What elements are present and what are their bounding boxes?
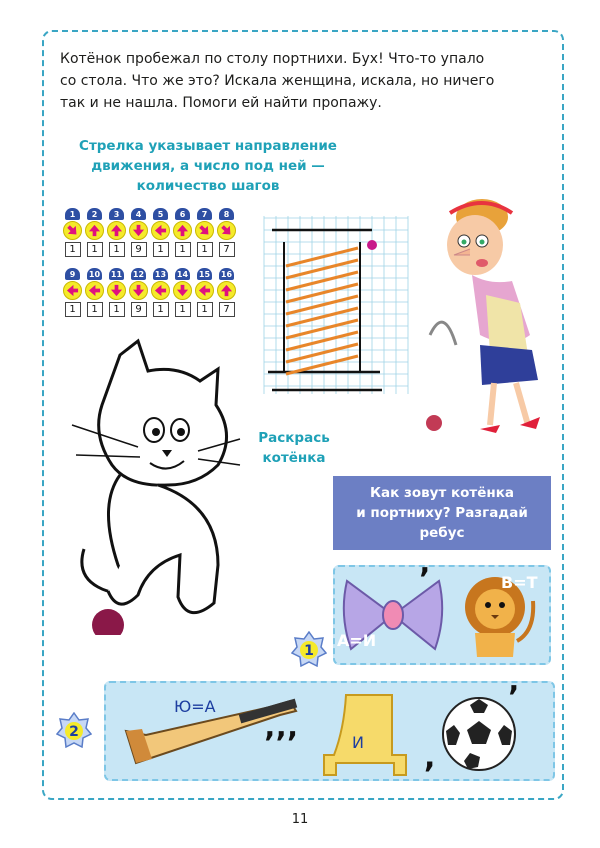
lion-label: В=Т [501,573,538,592]
bow-label: А=И [337,631,377,650]
step-cell [172,268,193,317]
rebus-1-comma: ’ [419,562,431,597]
step-count: 1 [197,242,213,257]
arrow-down-right-icon [217,221,236,240]
rebus-2-comma-end: ’ [508,680,520,715]
rebus-2-commas: ’’’ [264,726,299,761]
arrow-left-icon [151,221,170,240]
step-cell [62,208,83,257]
arrow-instructions [70,136,346,196]
step-number: 5 [153,208,168,220]
letter-label: И [352,733,364,752]
intro-text [60,48,530,114]
intro-line-1: Котёнок пробежал по столу портнихи. Бух! Что-то упало [60,51,485,67]
step-cell [172,208,193,257]
step-count: 1 [153,242,169,257]
step-count: 1 [109,302,125,317]
step-count: 1 [175,302,191,317]
step-number: 3 [109,208,124,220]
step-count: 9 [131,302,147,317]
arrow-up-icon [85,221,104,240]
arrow-down-right-icon [195,221,214,240]
start-point [367,240,377,250]
step-number: 9 [65,268,80,280]
step-cell [216,268,237,317]
stick-label: Ю=А [174,697,216,716]
arrow-left-icon [151,281,170,300]
arrow-left-icon [195,281,214,300]
step-number: 1 [65,208,80,220]
arrow-up-icon [217,281,236,300]
badge-2-number: 2 [69,724,79,740]
arrow-up-icon [107,221,126,240]
arrow-down-icon [129,221,148,240]
step-cell [84,268,105,317]
step-number: 11 [110,269,123,279]
step-cell [150,268,171,317]
step-number: 14 [176,269,189,279]
step-count: 1 [153,302,169,317]
step-number: 2 [87,208,102,220]
rebus-2-comma-low: , [424,740,436,775]
step-cell [150,208,171,257]
arrow-down-icon [173,281,192,300]
step-cell [62,268,83,317]
step-cell [194,268,215,317]
step-count: 1 [109,242,125,257]
sewing-grid [248,212,412,398]
step-number: 8 [219,208,234,220]
arrow-instructions-line-3: количество шагов [136,178,280,194]
arrow-instructions-line-1: Стрелка указывает направление [79,138,337,154]
intro-line-2: со стола. Что же это? Искала женщина, искала, но ничего [60,73,495,89]
arrow-down-icon [107,281,126,300]
rebus-question-box [333,476,551,550]
badge-1-number: 1 [304,643,314,659]
step-cell [216,208,237,257]
coloring-caption [248,428,340,468]
soccer-ball-icon [440,695,518,773]
step-number: 12 [132,269,145,279]
arrow-down-right-icon [63,221,82,240]
step-cell [106,268,127,317]
rebus-2-panel [104,681,555,781]
arrow-left-icon [85,281,104,300]
rebus-question-line-2: и портниху? Разгадай [356,505,528,521]
arrow-instructions-line-2: движения, а число под ней — [91,158,325,174]
steps-row-2 [62,268,237,317]
steps-row-1 [62,208,237,257]
step-cell [84,208,105,257]
step-count: 7 [219,302,235,317]
step-count: 1 [87,302,103,317]
coloring-caption-line-2: котёнка [262,450,326,466]
step-count: 1 [87,242,103,257]
step-count: 1 [65,242,81,257]
arrow-up-icon [173,221,192,240]
step-number: 15 [198,269,211,279]
arrow-down-icon [129,281,148,300]
step-number: 10 [88,269,101,279]
step-number: 4 [131,208,146,220]
intro-line-3: так и не нашла. Помоги ей найти пропажу. [60,95,382,111]
rebus-question-line-1: Как зовут котёнка [369,485,514,501]
cat-coloring-illustration [68,335,243,635]
step-cell [106,208,127,257]
step-cell [128,268,149,317]
step-cell [194,208,215,257]
step-count: 9 [131,242,147,257]
page-number: 11 [291,812,309,827]
step-number: 6 [175,208,190,220]
step-number: 7 [197,208,212,220]
step-number: 13 [154,269,167,279]
arrow-left-icon [63,281,82,300]
rebus-question-line-3: ребус [419,525,465,541]
step-count: 1 [197,302,213,317]
step-count: 1 [175,242,191,257]
rebus-1-panel [333,562,551,665]
coloring-caption-line-1: Раскрась [258,430,330,446]
step-number: 16 [220,269,233,279]
letter-d-icon [318,689,418,777]
step-cell [128,208,149,257]
step-count: 1 [65,302,81,317]
step-count: 7 [219,242,235,257]
seamstress-illustration [420,185,540,450]
